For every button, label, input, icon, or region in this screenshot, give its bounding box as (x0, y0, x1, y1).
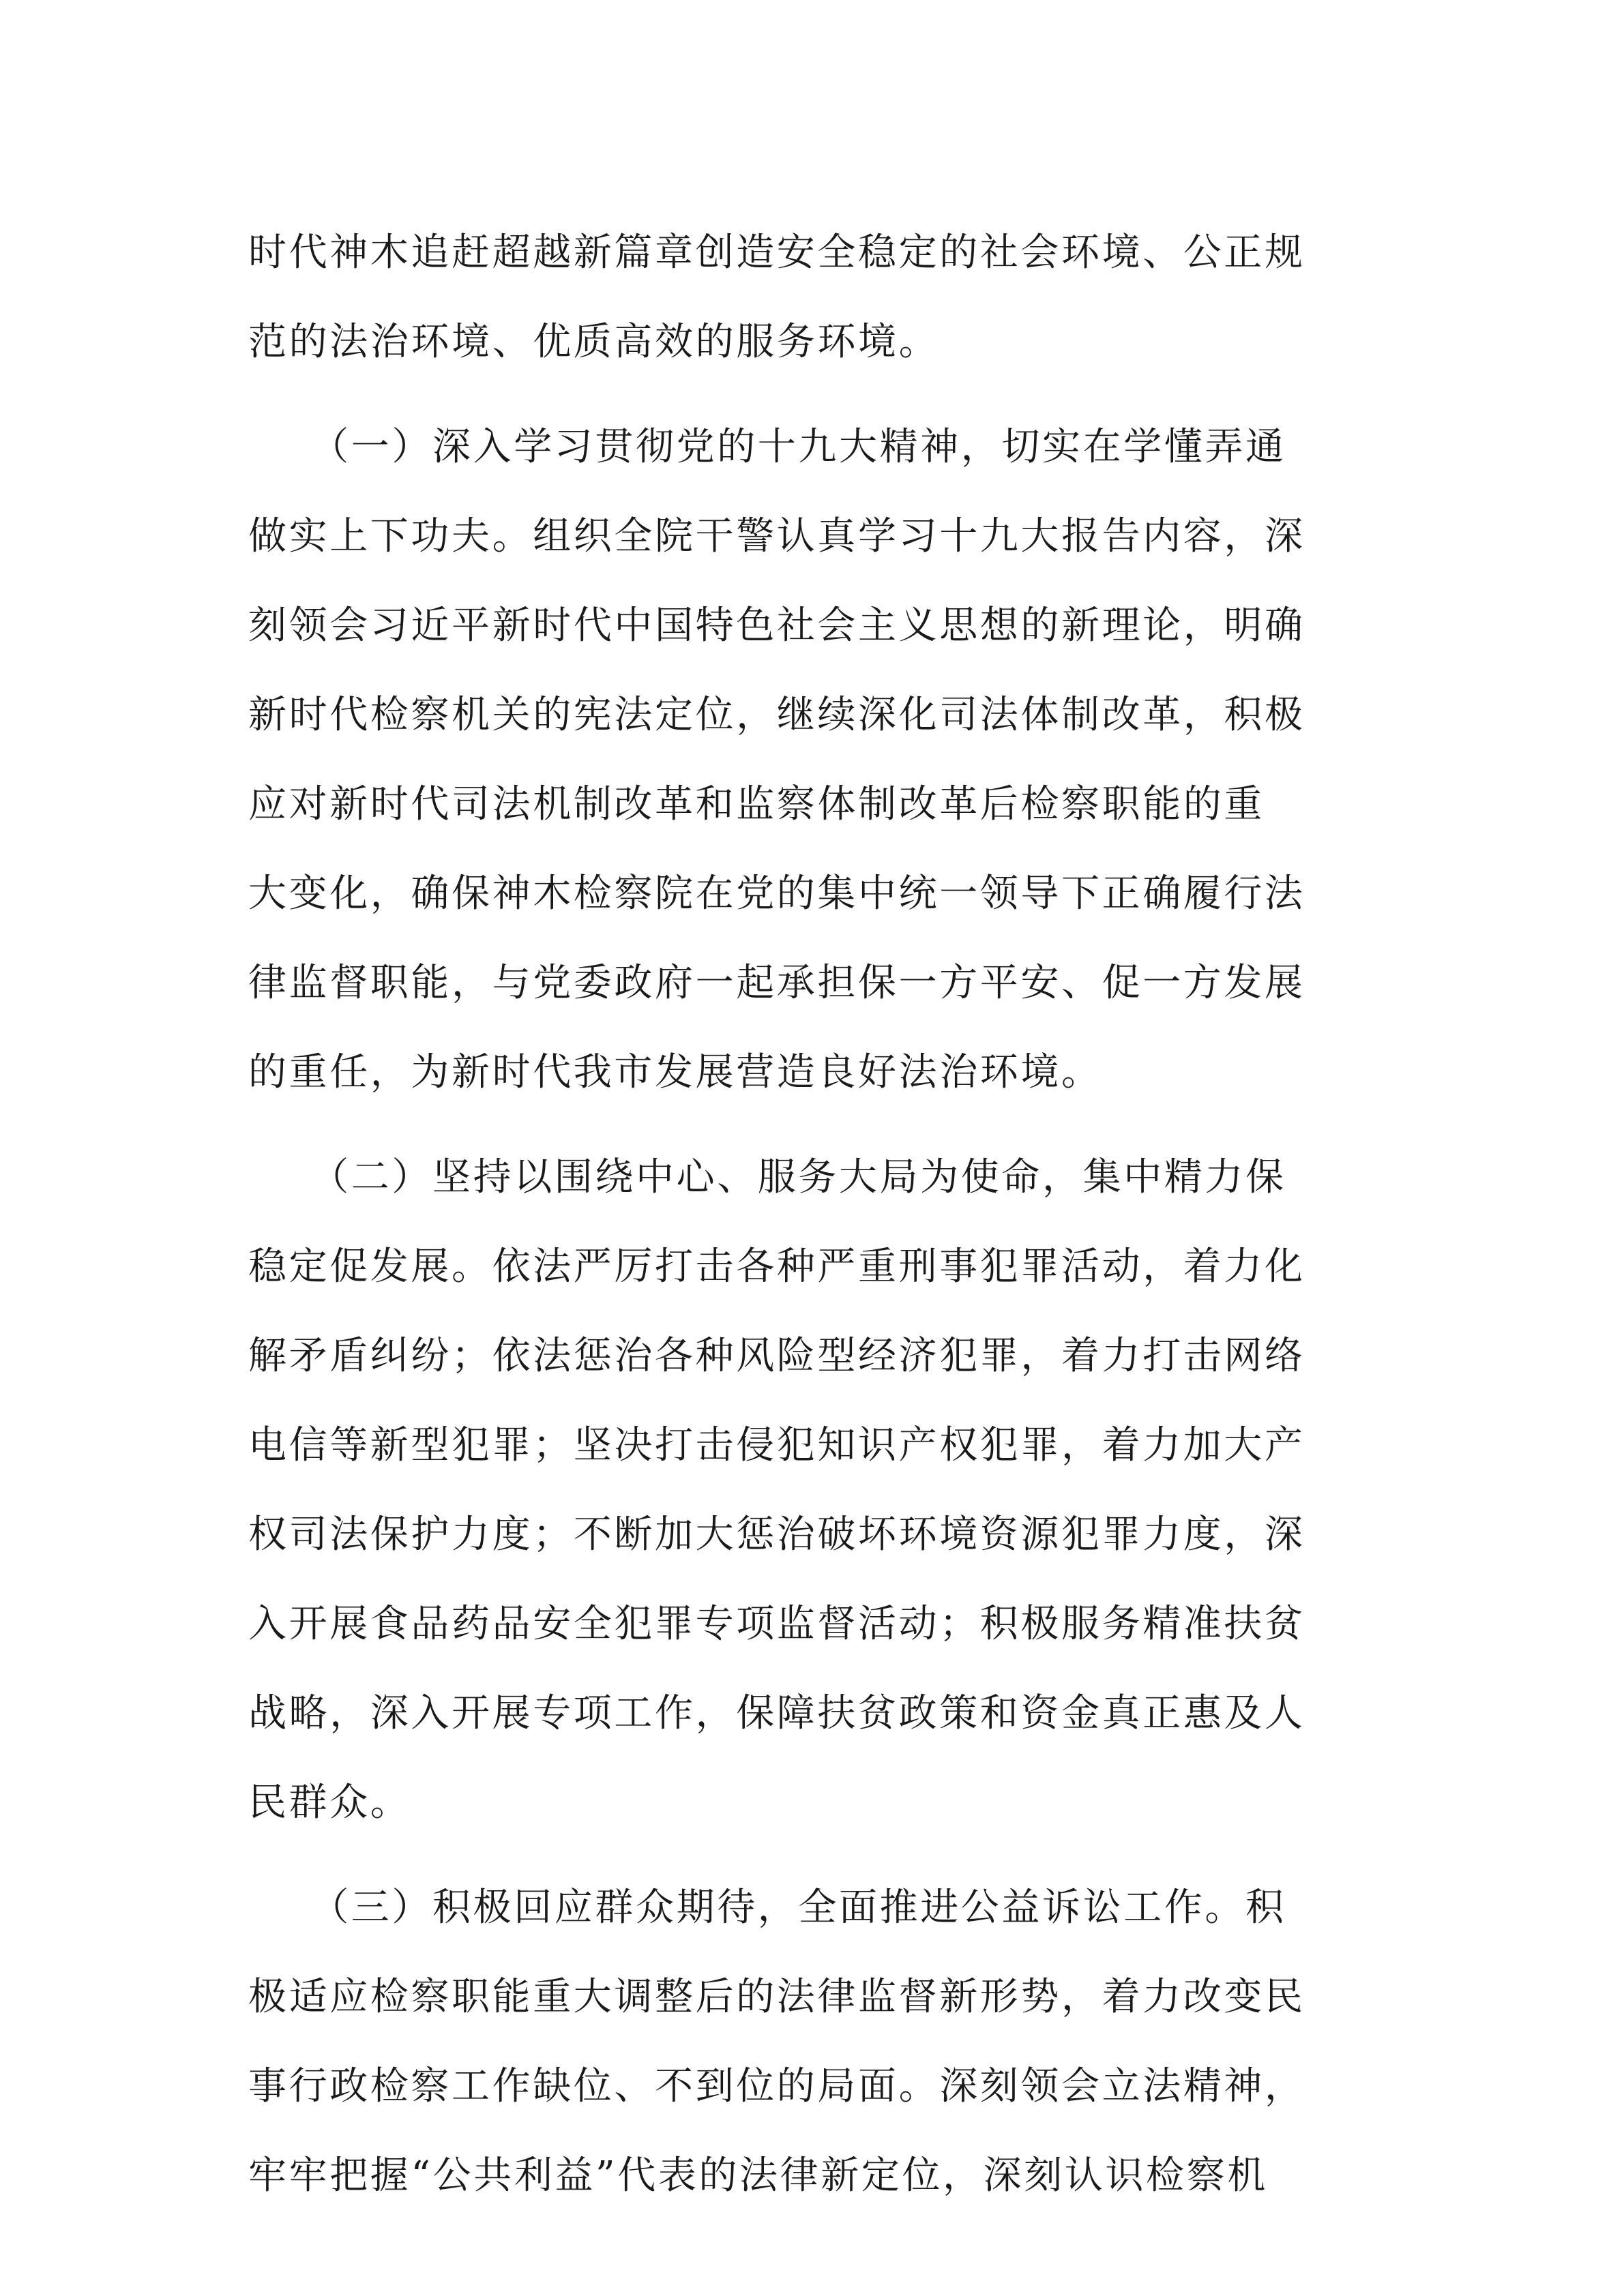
text-line: 的重任，为新时代我市发展营造良好法治环境。 (248, 1050, 1102, 1094)
text-line: 大变化，确保神木检察院在党的集中统一领导下正确履行法 (248, 871, 1305, 916)
text-line: 电信等新型犯罪；坚决打击侵犯知识产权犯罪，着力加大产 (248, 1423, 1305, 1467)
text-line: 律监督职能，与党委政府一起承担保一方平安、促一方发展 (248, 961, 1305, 1005)
paragraph-gap (248, 387, 1381, 402)
text-line: 战略，深入开展专项工作，保障扶贫政策和资金真正惠及人 (248, 1691, 1305, 1735)
text-line: 事行政检察工作缺位、不到位的局面。深刻领会立法精神， (248, 2064, 1305, 2108)
text-line: 应对新时代司法机制改革和监察体制改革后检察职能的重 (248, 782, 1265, 826)
text-line: 稳定促发展。依法严厉打击各种严重刑事犯罪活动，着力化 (248, 1244, 1305, 1289)
paragraph-heading-3: （三）积极回应群众期待，全面推进公益诉讼工作。积 (248, 1885, 1286, 1930)
text-line: 入开展食品药品安全犯罪专项监督活动；积极服务精准扶贫 (248, 1602, 1305, 1646)
text-line: 解矛盾纠纷；依法惩治各种风险型经济犯罪，着力打击网络 (248, 1334, 1305, 1378)
paragraph-heading-2: （二）坚持以围绕中心、服务大局为使命，集中精力保 (248, 1155, 1286, 1199)
text-line: 牢牢把握“公共利益”代表的法律新定位，深刻认识检察机 (248, 2153, 1268, 2198)
text-line: 时代神木追赶超越新篇章创造安全稳定的社会环境、公正规 (248, 230, 1305, 275)
paragraph-gap (248, 1117, 1381, 1133)
paragraph-heading-1: （一）深入学习贯彻党的十九大精神，切实在学懂弄通 (248, 425, 1286, 469)
text-line: 极适应检察职能重大调整后的法律监督新形势，着力改变民 (248, 1975, 1305, 2019)
text-line: 做实上下功夫。组织全院干警认真学习十九大报告内容，深 (248, 514, 1305, 558)
paragraph-gap (248, 1847, 1381, 1863)
body-text (248, 208, 1381, 2220)
text-line: 民群众。 (248, 1780, 411, 1825)
text-line: 权司法保护力度；不断加大惩治破坏环境资源犯罪力度，深 (248, 1512, 1305, 1557)
text-line: 范的法治环境、优质高效的服务环境。 (248, 320, 940, 364)
text-line: 新时代检察机关的宪法定位，继续深化司法体制改革，积极 (248, 693, 1305, 737)
text-line: 刻领会习近平新时代中国特色社会主义思想的新理论，明确 (248, 603, 1305, 648)
